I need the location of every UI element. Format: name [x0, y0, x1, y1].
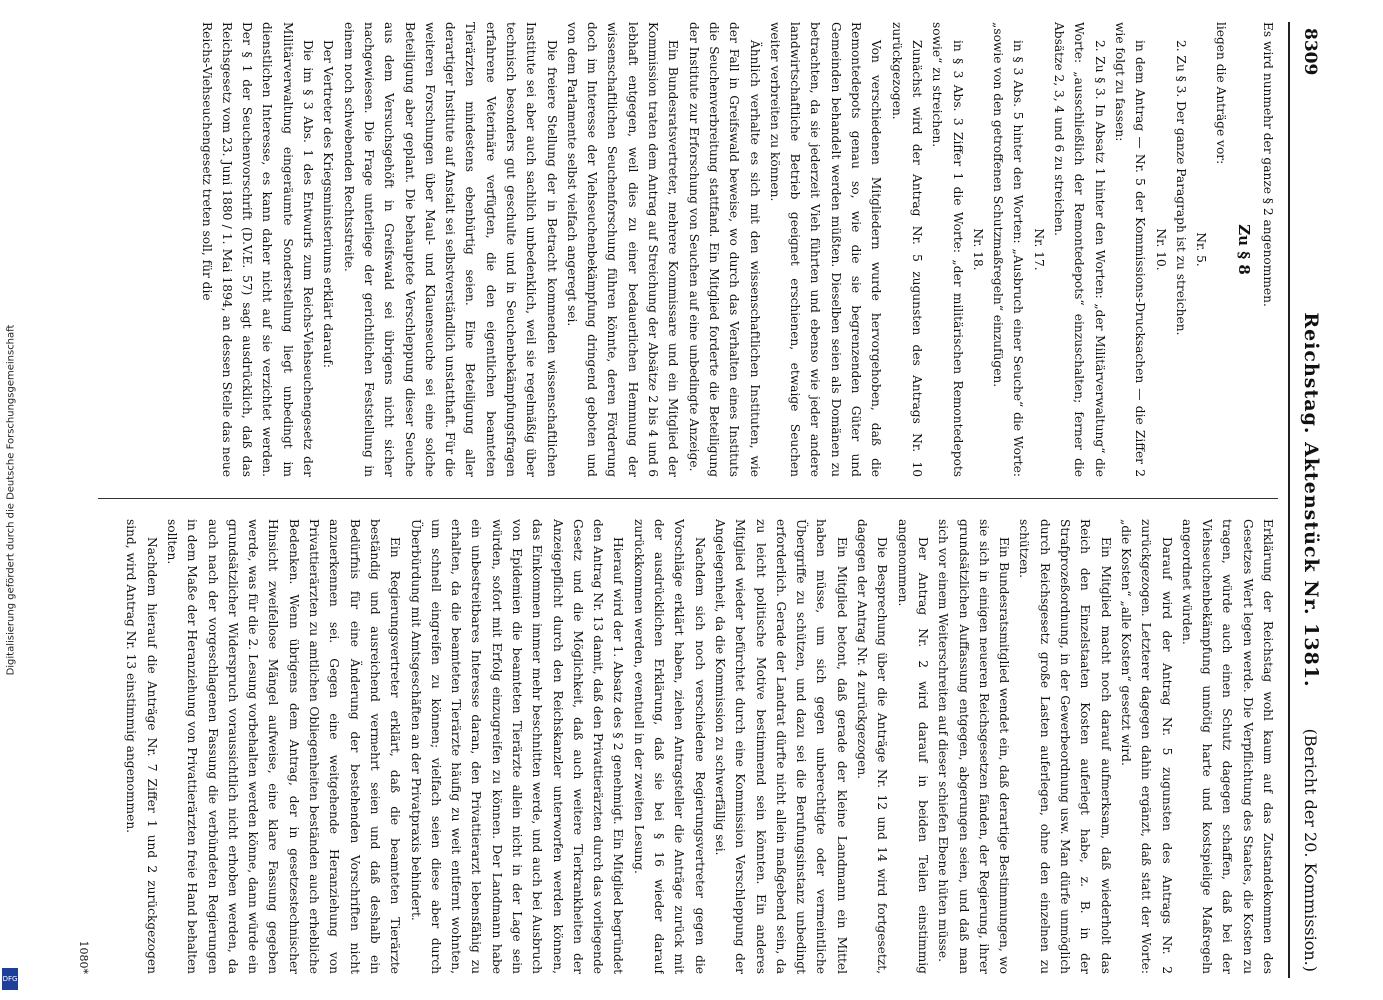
column-divider — [98, 498, 1278, 499]
section-heading: Zu § 8 — [1234, 224, 1253, 275]
paragraph: in § 3 Abs. 3 Ziffer 1 die Worte: „der militärischen Remontedepots sowie“ zu streichen. — [930, 22, 965, 477]
paragraph: 2. Zu § 3. Der ganze Paragraph ist zu streichen. — [1173, 40, 1188, 336]
page-footer-number: 1080* — [77, 940, 90, 974]
left-column — [98, 22, 1278, 477]
dfg-logo: DFG — [2, 968, 18, 990]
paragraph: Die Besprechung über die Anträge Nr. 12 und 14 wird fortgesetzt, dagegen der Antrag Nr. 4 zurückgezogen. — [855, 519, 890, 974]
paragraph: Nachdem sich noch verschiedene Regierungsvertreter gegen die Vorschläge erklärt haben, ziehen Antragsteller die Anträge zurück mit der ausdrücklichen Erklärung, daß sie bei § 16 wieder darauf zurückkommen werden, eventuell in der zweiten Lesung. — [631, 519, 707, 974]
paragraph: Die im § 3 Abs. 1 des Entwurfs zum Reichs-Viehseuchengesetz der Militärverwaltung eingeräumte Sonderstellung liegt unbedingt im dienstlichen Interesse, es kann daher nicht auf sie verzichtet werden. Der § 1 der Seuchenvorschrift (D.V.E. 57) sagt ausdrücklich, daß das Reichsgesetz vom 23. Juni 1880 / 1. Mai 1894, an dessen Stelle das neue Reichs-Viehseuchengesetz treten soll, für die — [199, 22, 316, 477]
motion-number: Nr. 17. — [1031, 228, 1046, 271]
paragraph: liegen die Anträge vor: — [1214, 22, 1229, 165]
paragraph: Ein Bundesratsmitglied wendet ein, daß derartige Bestimmungen, wo sie sich in einigen neueren Reichsgesetzen fänden, der Regierung, ihrer grundsätzlichen Auffassung entgegen, abgerungen seien, und daß man sich vor einem Weiterschreiten auf dieser schiefen Ebene hüten müsse. — [936, 519, 1012, 974]
paragraph: in § 3 Abs. 5 hinter den Worten: „Ausbruch einer Seuche“ die Worte: „sowie von den getroffenen Schutzmaßregeln“ einzufügen. — [991, 22, 1026, 477]
paragraph: Ein Regierungsvertreter erklärt, daß die beamteten Tierärzte beständig und ausreichend vermehrt seien und daß deshalb ein Bedürfnis für eine Änderung der bestehenden Vorschriften nicht anzuerkennen sei. Gegen eine weitgehende Heranziehung von Privattierärzten zu amtlichen Obliegenheiten beständen auch erhebliche Bedenken. Wenn übrigens dem Antrag, der in gesetzestechnischer Hinsicht zweifellose Mängel aufweise, eine klare Fassung gegeben werde, was für die 2. Lesung vorbehalten werden könne, dann würde ein grundsätzlicher Widerspruch voraussichtlich nicht erhoben werden, da auch nach der vorgeschlagenen Fassung die verbündeten Regierungen in dem Maße der Heranziehung von Privattierärzten freie Hand behalten sollten. — [164, 519, 403, 974]
paragraph: 2. Zu § 3. In Absatz 1 hinter den Worten: „der Militärverwaltung“ die Worte: „ausschließlich der Remontedepots“ einzuschalten; ferner die Absätze 2, 3, 4 und 6 zu streichen. — [1052, 22, 1107, 477]
paragraph: Ein Bundesratsvertreter, mehrere Kommissare und ein Mitglied der Kommission traten dem Antrag auf Streichung der Absätze 2 bis 4 und 6 lebhaft entgegen, weil dies zu einer bedauerlichen Hemmung der wissenschaftlichen Seuchenforschung führen könnte, deren Förderung doch im Interesse der Viehseuchenbekämpfung dringend geboten und von dem Parlamente selbst vielfach angeregt sei. — [564, 22, 681, 477]
motion-number: Nr. 10. — [1153, 228, 1168, 271]
paragraph: in dem Antrag — Nr. 5 der Kommissions-Drucksachen — die Ziffer 2 wie folgt zu fassen: — [1112, 22, 1148, 477]
document-page — [70, 22, 1330, 978]
side-footer-text: Digitalisierung gefördert durch die Deutsche Forschungsgemeinschaft — [5, 324, 17, 676]
paragraph: Der Vertreter des Kriegsministeriums erklärt darauf: — [321, 40, 336, 369]
paragraph: Von verschiedenen Mitgliedern wurde hervorgehoben, daß die Remontedepots genau so, wie die sie begrenzenden Güter und Gemeinden behandelt werden müßten. Dieselben seien als Domänen zu betrachten, da sie jederzeit Vieh führten und ebenso wie jeder andere landwirtschaftliche Betrieb geeignet erschienen, etwaige Seuchen weiter verbreiten zu können. — [767, 22, 884, 477]
motion-number: Nr. 5. — [1194, 232, 1209, 267]
paragraph: Es wird nunmehr der ganze § 2 angenommen. — [1261, 22, 1275, 307]
header-subtitle: (Bericht der 20. Kommission.) — [1301, 728, 1320, 972]
paragraph: Nachdem hierauf die Anträge Nr. 7 Ziffer 1 und 2 zurückgezogen sind, wird Antrag Nr. 13 einstimmig angenommen. — [124, 519, 159, 974]
header-title: Reichstag. Aktenstück Nr. 1381. — [1300, 312, 1322, 688]
paragraph: Ein Mitglied betont, daß gerade der kleine Landmann ein Mittel haben müsse, um sich gegen unberechtigte oder vermeintliche Übergriffe zu schützen, und dazu sei die Berufungsinstanz unbedingt erforderlich. Gerade der Landrat dürfte nicht allein maßgebend sein, da zu leicht politische Motive bestimmend sein könnten. Ein anderes Mitglied wieder befürchtet durch eine Kommission Verschleppung der Angelegenheit, da die Kommission zu schwerfällig sei. — [712, 519, 849, 974]
paragraph: Die freiere Stellung der in Betracht kommenden wissenschaftlichen Institute sei aber auch sachlich unbedenklich, weil sie regelmäßig über technisch besonders gut geschulte und in Seuchenbekämpfungsfragen erfahrene Veterinäre verfügten, die den eigentlichen beamteten Tierärzten mindestens ebenbürtig seien. Eine Beteiligung aller derartiger Institute auf Anstalt sei selbstverständlich unstatthaft. Für die weiteren Forschungen über Maul- und Klauenseuche sei eine solche Beteiligung aber geplant. Die behauptete Verschleppung dieser Seuche aus dem Versuchsgehöft in Greifswald sei übrigens nicht sicher nachgewiesen. Die Frage unterliege der gerichtlichen Feststellung in einem noch schwebenden Rechtsstreite. — [341, 22, 559, 477]
paragraph: Darauf wird der Antrag Nr. 5 zugunsten des Antrags Nr. 2 zurückgezogen. Letzterer dagegen dahin ergänzt, daß statt der Worte: „die Kosten“ „alle Kosten“ gesetzt wird. — [1118, 519, 1174, 974]
header-page-number: 8309 — [1300, 28, 1320, 76]
paragraph: Der Antrag Nr. 2 wird darauf in beiden Teilen einstimmig angenommen. — [895, 519, 930, 974]
paragraph: Ein Mitglied macht noch darauf aufmerksam, daß wiederholt das Reich den Einzelstaaten Kosten auferlegt habe, z. B. in der Strafprozeßordnung, in der Gewerbeordnung usw. Man dürfe unmöglich durch Reichsgesetz große Lasten auferlegen, ohne den einzelnen zu schützen. — [1017, 519, 1113, 974]
page-header — [1288, 22, 1330, 978]
paragraph: Ähnlich verhalte es sich mit den wissenschaftlichen Instituten, wie der Fall in Greifswald beweise, wo durch das Verhalten eines Instituts die Seuchenverbreitung stattfand. Ein Mitglied forderte die Beteiligung der Institute zur Erforschung von Seuchen auf eine unbedingte Anzeige. — [686, 22, 762, 477]
right-column — [98, 519, 1278, 974]
rotated-sheet — [70, 22, 1330, 978]
side-footer — [0, 0, 22, 1000]
paragraph: Hierauf wird der 1. Absatz des § 2 genehmigt. Ein Mitglied begründet den Antrag Nr. 13 damit, daß den Privattierärzten durch das vorliegende Gesetz und die Möglichkeit, daß auch weitere Tierkrankheiten der Anzeigepflicht durch den Reichskanzler unterworfen werden können, das Einkommen immer mehr beschnitten werde, und auch bei Ausbruch von Epidemien die beamteten Tierärzte allein nicht in der Lage sein würden, sofort mit Erfolg einzugreifen zu können. Der Landmann habe ein unbestreitbares Interesse daran, den Privattierarzt lebensfähig zu erhalten, da die beamteten Tierärzte häufig zu weit entfernt wohnten, um schnell eingreifen zu können; vielfach seien diese aber durch Überbürdung mit Amtsgeschäften an der Privatpraxis behindert. — [408, 519, 626, 974]
motion-number: Nr. 18. — [970, 228, 985, 271]
paragraph: Zunächst wird der Antrag Nr. 5 zugunsten des Antrags Nr. 10 zurückgezogen. — [889, 22, 924, 477]
paragraph: Erklärung der Reichstag wohl kaum auf das Zustandekommen des Gesetzes Wert legen werde. Die Verpflichtung des Staates, die Kosten zu tragen, würde auch einen Schutz dagegen schaffen, daß bei der Viehseuchenbekämpfung unnötig harte und kostspielige Maßregeln angeordnet würden. — [1179, 519, 1275, 974]
